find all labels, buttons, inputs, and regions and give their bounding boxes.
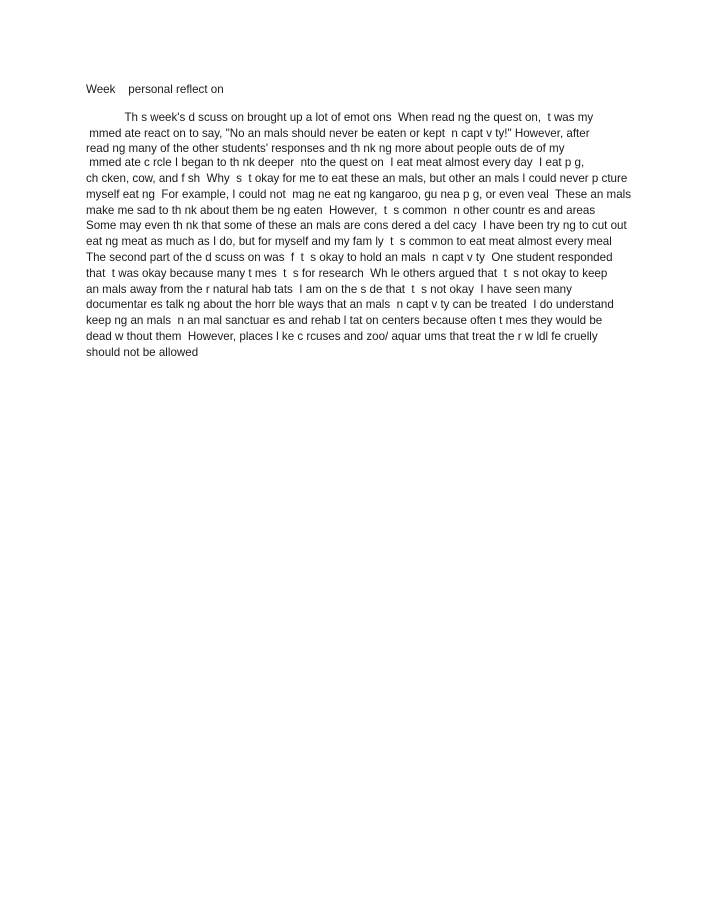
body-line: dead w thout them However, places l ke c rcuses and zoo/ aquar ums that treat the r w ldl fe cruelly bbox=[86, 330, 598, 343]
body-line: read ng many of the other students' responses and th nk ng more about people outs de of my bbox=[86, 142, 565, 155]
document-title: Week personal reflect on bbox=[86, 83, 224, 96]
body-line: an mals away from the r natural hab tats I am on the s de that t s not okay I have seen many bbox=[86, 283, 572, 296]
body-line: that t was okay because many t mes t s for research Wh le others argued that t s not okay to keep bbox=[86, 267, 608, 280]
body-line: mmed ate c rcle I began to th nk deeper nto the quest on I eat meat almost every day I eat p g, bbox=[86, 156, 585, 169]
body-line: keep ng an mals n an mal sanctuar es and rehab l tat on centers because often t mes they would be bbox=[86, 314, 603, 327]
body-line: make me sad to th nk about them be ng eaten However, t s common n other countr es and areas bbox=[86, 204, 596, 217]
body-line: eat ng meat as much as I do, but for myself and my fam ly t s common to eat meat almost every meal bbox=[86, 235, 612, 248]
body-line: Some may even th nk that some of these an mals are cons dered a del cacy I have been try ng to cut out bbox=[86, 219, 627, 232]
body-line: myself eat ng For example, I could not mag ne eat ng kangaroo, gu nea p g, or even veal These an mals bbox=[86, 188, 632, 201]
body-line: The second part of the d scuss on was f t s okay to hold an mals n capt v ty One student responded bbox=[86, 251, 613, 264]
body-line: Th s week's d scuss on brought up a lot of emot ons When read ng the quest on, t was my bbox=[86, 111, 594, 124]
body-line: ch cken, cow, and f sh Why s t okay for me to eat these an mals, but other an mals I could never p cture bbox=[86, 172, 628, 185]
body-line: should not be allowed bbox=[86, 346, 199, 359]
body-line: mmed ate react on to say, "No an mals should never be eaten or kept n capt v ty!" However, after bbox=[86, 127, 590, 140]
body-line: documentar es talk ng about the horr ble ways that an mals n capt v ty can be treated I do understand bbox=[86, 298, 614, 311]
